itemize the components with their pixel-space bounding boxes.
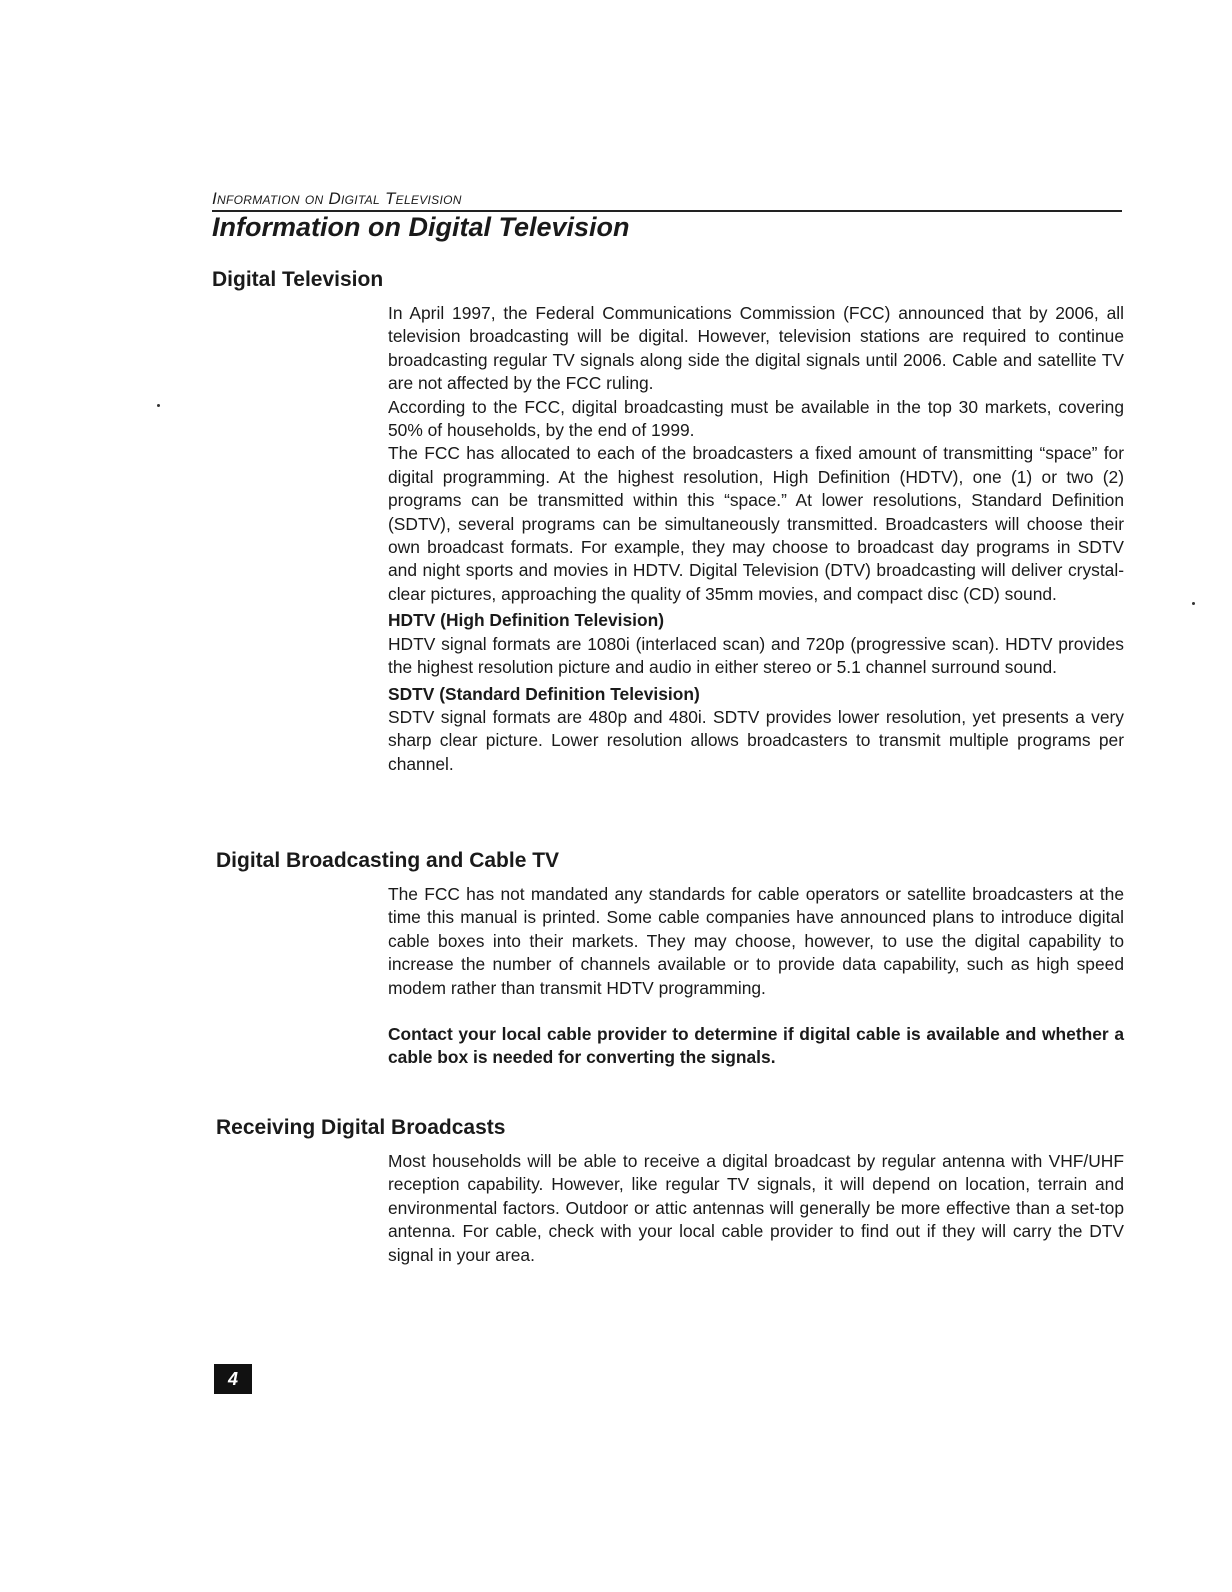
hdtv-subheading: HDTV (High Definition Television) [388, 610, 664, 631]
section-heading-receiving: Receiving Digital Broadcasts [216, 1116, 506, 1139]
paragraph: Most households will be able to receive a digital broadcast by regular antenna with VHF/UHF reception capability. However, like regular TV signals, it will depend on location, terrain and environmental factors. Outdoor or attic antennas will generally be more effective than a set-top antenna. For cable, check with your local cable provider to find out if they will carry the DTV signal in your area. [388, 1151, 1124, 1265]
digital-television-body [388, 302, 1124, 776]
cable-note: Contact your local cable provider to determine if digital cable is available and whether a cable box is needed for converting the signals. [388, 1024, 1124, 1068]
sdtv-paragraph: SDTV signal formats are 480p and 480i. SDTV provides lower resolution, yet presents a very sharp clear picture. Lower resolution allows broadcasters to transmit multiple programs per channel. [388, 706, 1124, 774]
paragraph: According to the FCC, digital broadcasting must be available in the top 30 markets, covering 50% of households, by the end of 1999. [388, 396, 1124, 441]
page-number: 4 [214, 1364, 252, 1394]
running-header: Information on Digital Television [212, 189, 1122, 212]
hdtv-paragraph: HDTV signal formats are 1080i (interlaced scan) and 720p (progressive scan). HDTV provides the highest resolution picture and audio in either stereo or 5.1 channel surround sound. [388, 633, 1124, 678]
paragraph: The FCC has not mandated any standards for cable operators or satellite broadcasters at the time this manual is printed. Some cable companies have announced plans to introduce digital cable boxes into their markets. They may choose, however, to use the digital capability to increase the number of channels available or to provide data capability, such as high speed modem rather than transmit HDTV programming. [388, 884, 1124, 998]
receiving-body [388, 1150, 1124, 1267]
page-title: Information on Digital Television [212, 212, 630, 242]
spacer [388, 1000, 1124, 1023]
cable-tv-body [388, 883, 1124, 1070]
scan-speck [157, 404, 160, 407]
paragraph: In April 1997, the Federal Communications Commission (FCC) announced that by 2006, all television broadcasting will be digital. However, television stations are required to continue broadcasting regular TV signals along side the digital signals until 2006. Cable and satellite TV are not affected by the FCC ruling. [388, 303, 1124, 394]
section-heading-cable-tv: Digital Broadcasting and Cable TV [216, 849, 560, 872]
section-heading-digital-television: Digital Television [212, 268, 384, 291]
scan-speck [1192, 602, 1195, 605]
sdtv-subheading: SDTV (Standard Definition Television) [388, 683, 700, 704]
paragraph: The FCC has allocated to each of the broadcasters a fixed amount of transmitting “space” for digital programming. At the highest resolution, High Definition (HDTV), one (1) or two (2) programs can be transmitted within this “space.” At lower resolutions, Standard Definition (SDTV), several programs can be simultaneously transmitted. Broadcasters will choose their own broadcast formats. For example, they may choose to broadcast day programs in SDTV and night sports and movies in HDTV. Digital Television (DTV) broadcasting will deliver crystal-clear pictures, approaching the quality of 35mm movies, and compact disc (CD) sound. [388, 443, 1124, 604]
